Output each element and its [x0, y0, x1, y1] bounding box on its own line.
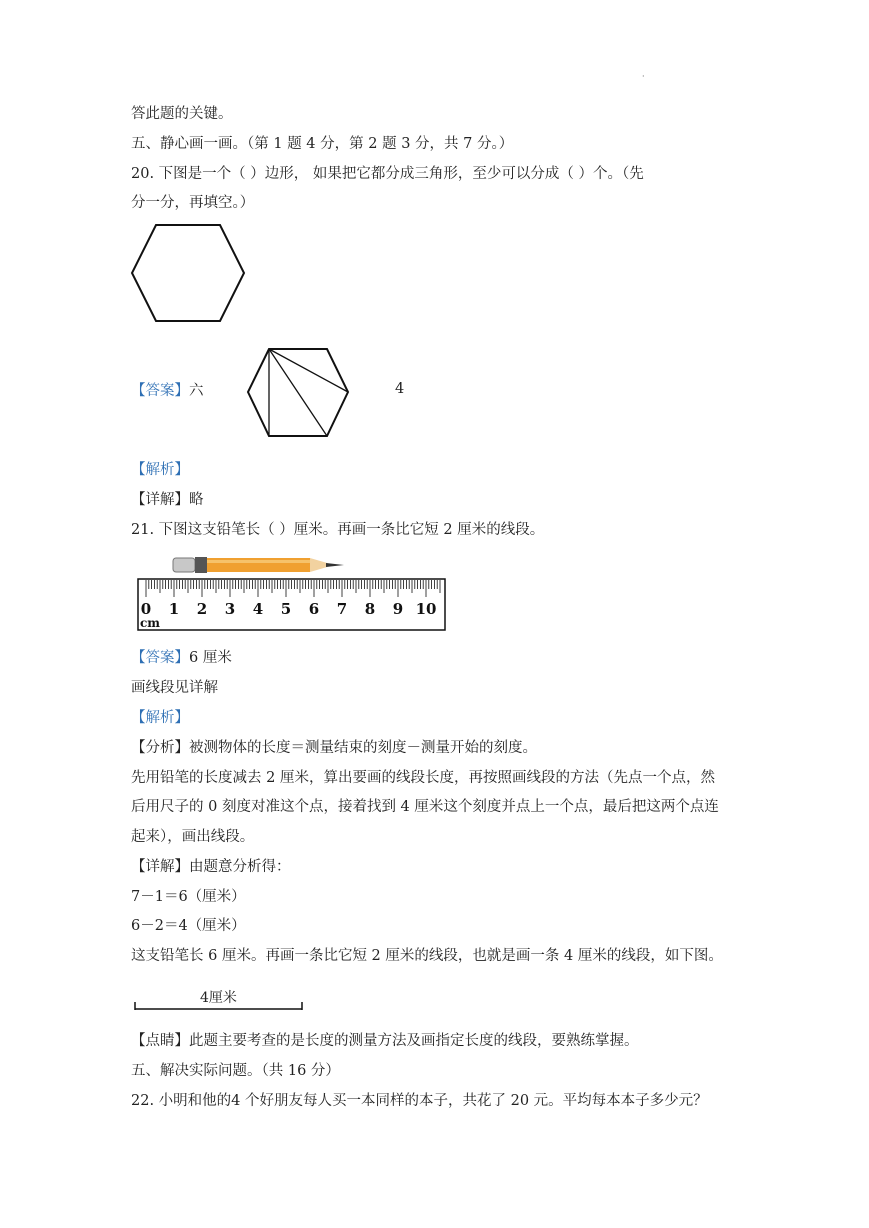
- ruler-number: 3: [224, 600, 236, 618]
- answer-tag: 【答案】: [131, 383, 189, 399]
- answer-count: 4: [395, 381, 405, 397]
- question-22: 22. 小明和他的4 个好朋友每人买一本同样的本子，共花了 20 元。平均每本本子多少元？: [131, 1093, 708, 1109]
- equation-line: 7－1＝6（厘米）: [131, 889, 246, 905]
- ruler-number: 0: [140, 600, 152, 618]
- text-line: 先用铅笔的长度减去 2 厘米，算出要画的线段长度，再按照画线段的方法（先点一个点，然: [131, 770, 715, 786]
- ruler-number: 10: [415, 600, 437, 618]
- section-heading: 五、静心画一画。（第 1 题 4 分，第 2 题 3 分，共 7 分。）: [131, 136, 514, 152]
- question-20-cont: 分一分，再填空。）: [131, 195, 255, 211]
- ruler-number: 1: [168, 600, 180, 618]
- analysis-line: 【分析】被测物体的长度＝测量结束的刻度－测量开始的刻度。: [131, 740, 537, 756]
- key-point-line: 【点睛】此题主要考查的是长度的测量方法及画指定长度的线段，要熟练掌握。: [131, 1033, 639, 1049]
- detail-line: 【详解】由题意分析得：: [131, 859, 291, 875]
- text-line: 起来），画出线段。: [131, 829, 255, 845]
- answer-value: 6 厘米: [189, 650, 232, 666]
- pencil-highlight: [207, 560, 310, 563]
- segment-figure: [134, 1001, 304, 1013]
- pencil-lead-tip: [326, 563, 344, 567]
- hexagon-figure: [130, 224, 246, 322]
- text-line: 答此题的关键。: [131, 106, 233, 122]
- ruler-unit: cm: [140, 616, 161, 630]
- ruler-number: 8: [364, 600, 376, 618]
- hexagon-shape: [132, 225, 244, 321]
- detail-line: 【详解】略: [131, 492, 204, 508]
- ruler: [137, 578, 447, 631]
- ruler-number: 4: [252, 600, 264, 618]
- diagonal-line: [269, 349, 348, 392]
- text-line: 这支铅笔长 6 厘米。再画一条比它短 2 厘米的线段，也就是画一条 4 厘米的线段，如下图。: [131, 948, 723, 964]
- question-20: 20. 下图是一个（ ）边形， 如果把它都分成三角形，至少可以分成（ ）个。（先: [131, 166, 644, 182]
- ruler-number: 2: [196, 600, 208, 618]
- divided-hexagon-figure: [245, 347, 351, 439]
- ruler-number: 5: [280, 600, 292, 618]
- header-dot: ·: [642, 72, 645, 81]
- analysis-tag: 【解析】: [131, 710, 189, 726]
- answer-value: 六: [189, 383, 204, 399]
- text-line: 画线段见详解: [131, 680, 218, 696]
- section-heading: 五、解决实际问题。（共 16 分）: [131, 1063, 340, 1079]
- equation-line: 6－2＝4（厘米）: [131, 918, 246, 934]
- analysis-tag: 【解析】: [131, 462, 189, 478]
- ruler-number: 9: [392, 600, 404, 618]
- pencil-figure: [172, 555, 348, 575]
- pencil-eraser: [173, 558, 195, 572]
- question-21: 21. 下图这支铅笔长（ ）厘米。再画一条比它短 2 厘米的线段。: [131, 522, 545, 538]
- answer-tag: 【答案】: [131, 650, 189, 666]
- answer-row-21: [131, 648, 232, 668]
- diagonal-line: [269, 349, 327, 436]
- pencil-ferrule: [195, 557, 207, 573]
- answer-row: [131, 381, 204, 401]
- segment-label: 4厘米: [200, 990, 237, 1006]
- text-line: 后用尺子的 0 刻度对准这个点，接着找到 4 厘米这个刻度并点上一个点，最后把这两个点连: [131, 799, 719, 815]
- ruler-number: 6: [308, 600, 320, 618]
- ruler-number: 7: [336, 600, 348, 618]
